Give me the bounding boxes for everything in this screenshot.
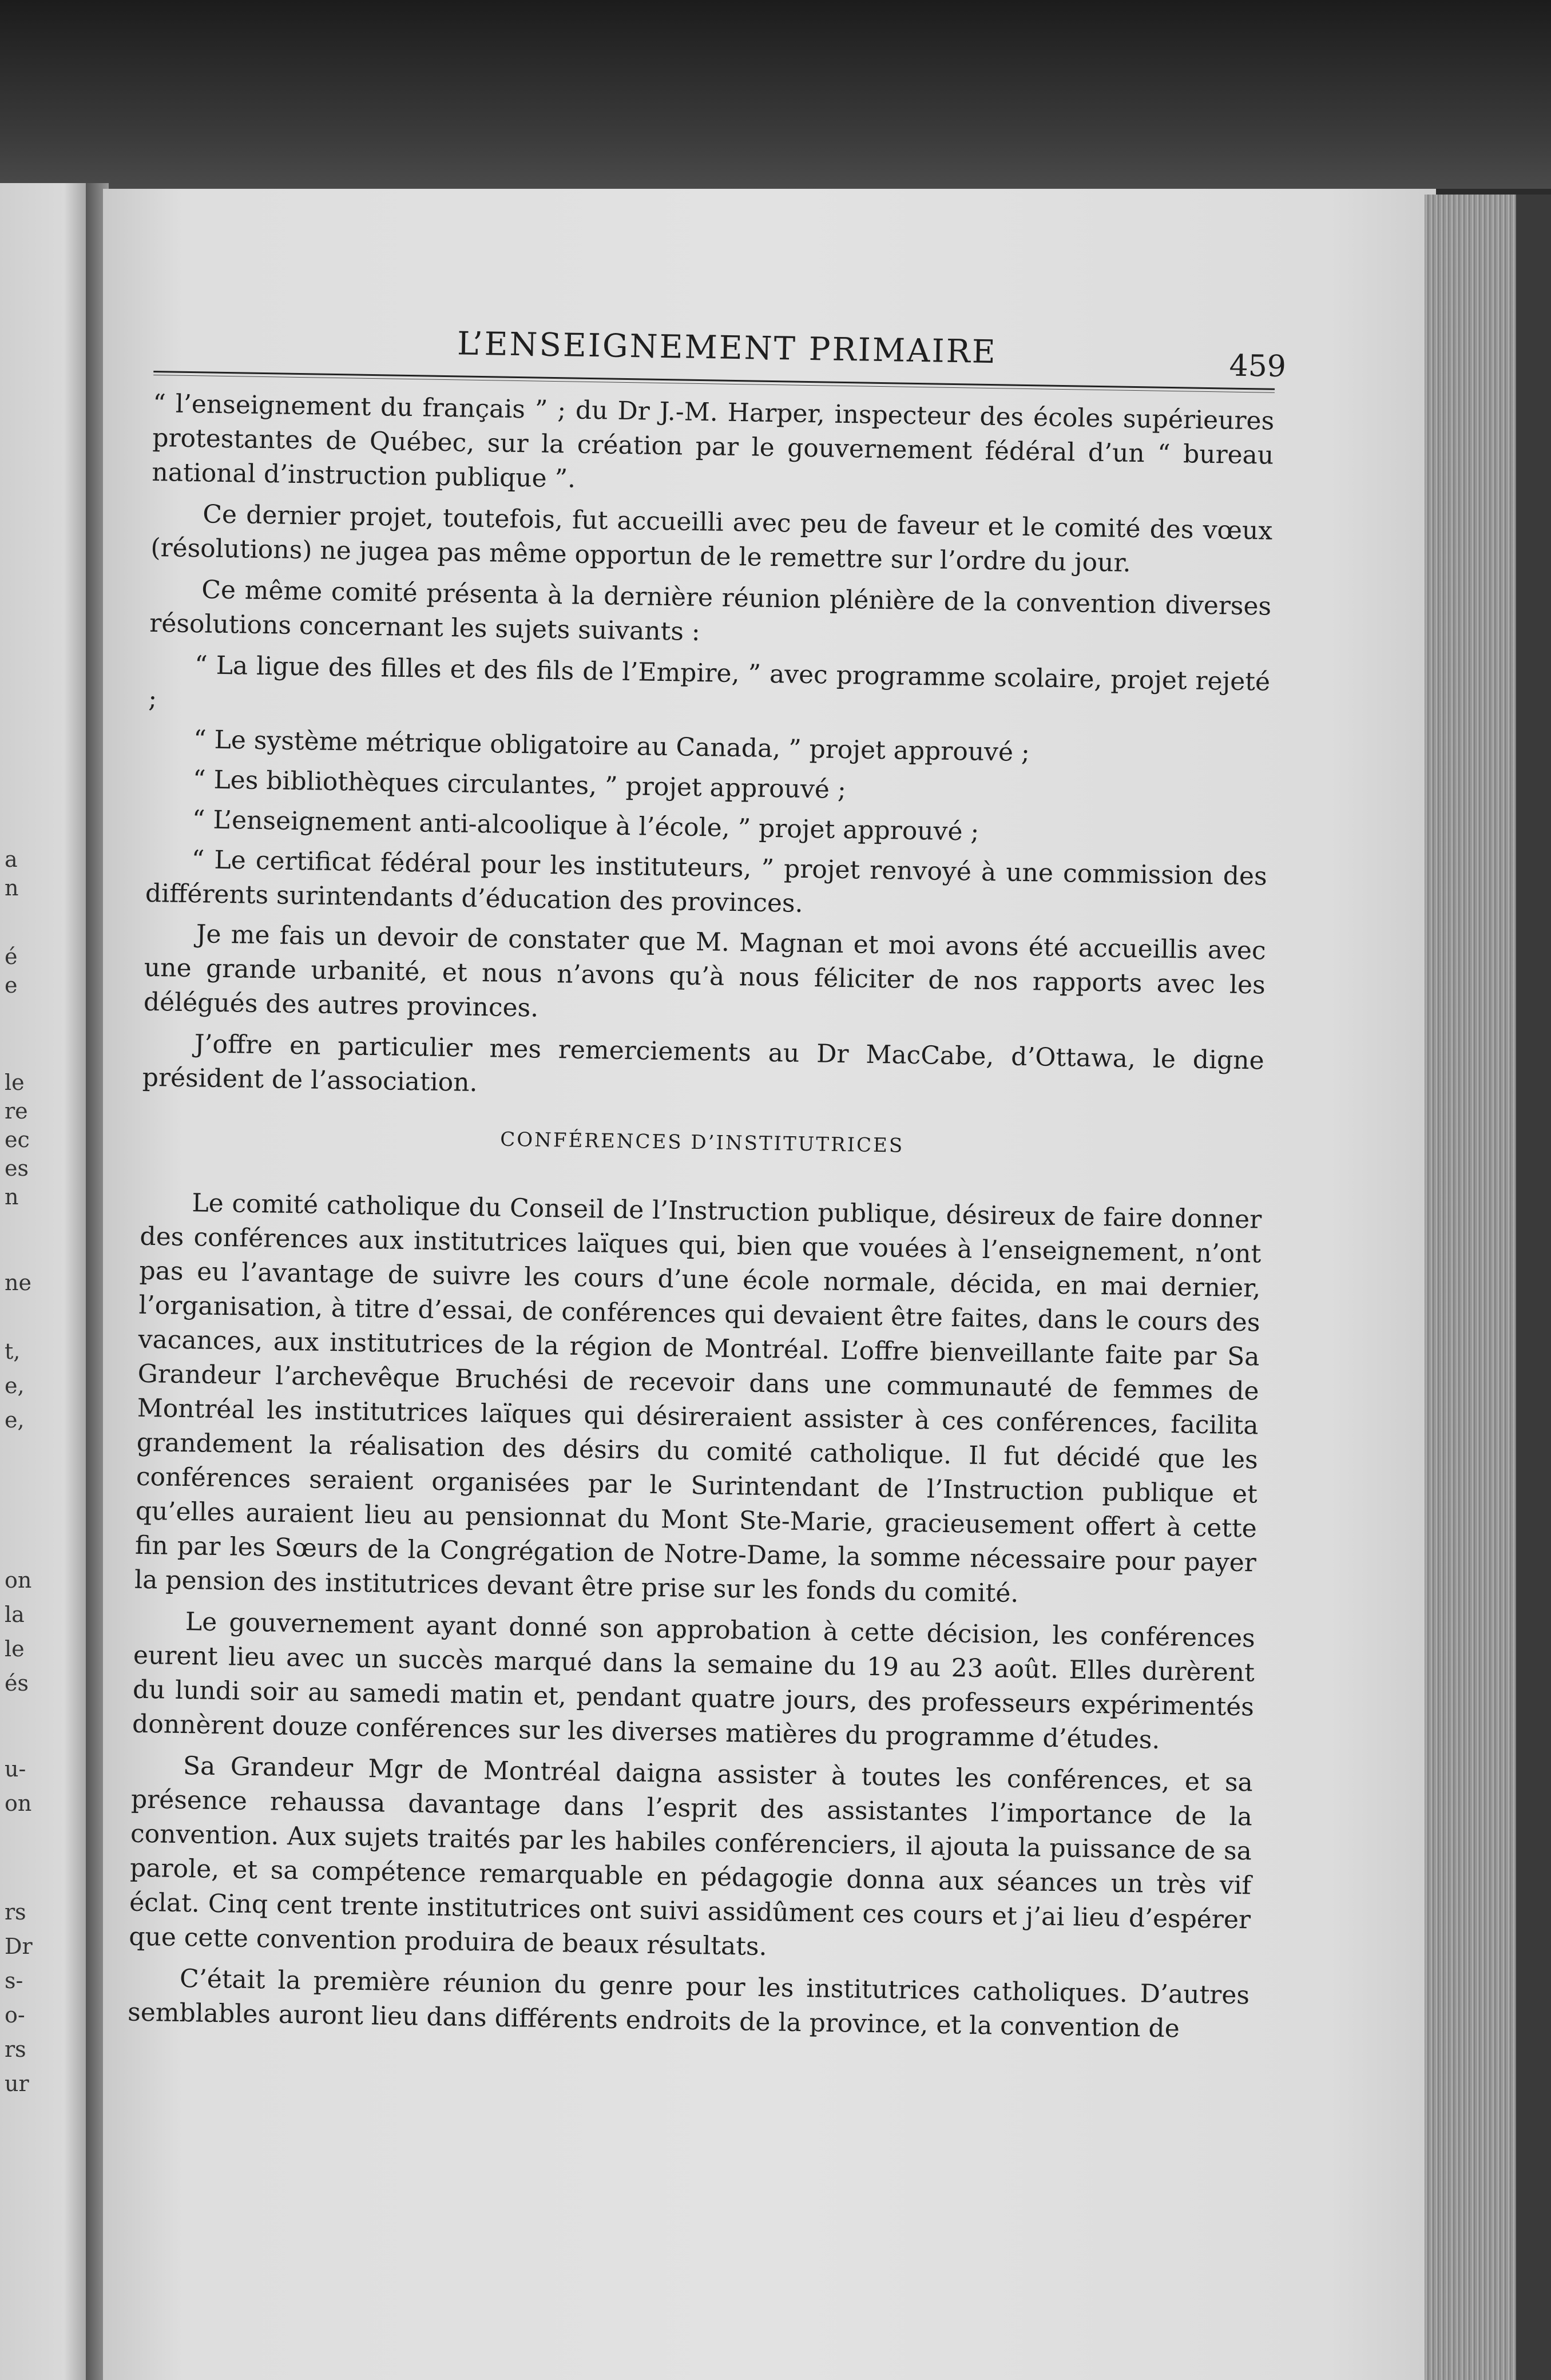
- running-header-title: L’ENSEIGNEMENT PRIMAIRE: [457, 325, 998, 371]
- fragment: la: [5, 1602, 25, 1627]
- left-facing-page: [0, 183, 92, 2380]
- resolution-item: “ Les bibliothèques circulantes, ” projet approuvé ;: [192, 765, 847, 805]
- page-content: [127, 309, 1287, 2054]
- section-heading: CONFÉRENCES D’INSTITUTRICES: [499, 1128, 905, 1157]
- fragment: n: [5, 1184, 19, 1209]
- fragment: re: [5, 1098, 28, 1124]
- resolution-item: “ La ligue des filles et des fils de l’Empire, ” avec programme scolaire, projet rejeté ;: [148, 650, 1271, 714]
- paragraph: Ce même comité présenta à la dernière réunion plénière de la convention diverses résolutions concernant les sujets suivants :: [149, 575, 1272, 647]
- fragment: s-: [5, 1968, 23, 1993]
- fragment: a: [5, 847, 18, 872]
- fragment: e: [5, 973, 18, 998]
- book-cover-edge: [1516, 195, 1551, 2380]
- fragment: rs: [5, 2037, 26, 2062]
- fragment: on: [5, 1568, 32, 1593]
- paragraph: Je me fais un devoir de constater que M. Magnan et moi avons été accueillis avec une grande urbanité, et nous n’avons qu’à nous féliciter de nos rapports avec les délégués des autres provinces.: [143, 919, 1267, 1023]
- fragment: ne: [5, 1270, 31, 1295]
- fragment: é: [5, 944, 18, 969]
- paragraph: Le gouvernement ayant donné son approbation à cette décision, les conférences eurent lieu avec un succès marqué dans la semaine du 19 au 23 août. Elles durèrent du lundi soir au samedi matin et, pendant quatre jours, des professeurs expérimentés donnèrent douze conférences sur les diverses matières du programme d’études.: [132, 1607, 1256, 1755]
- fragment: ur: [5, 2071, 29, 2096]
- fragment: es: [5, 1156, 29, 1181]
- paragraph: C’était la première réunion du genre pour les institutrices catholiques. D’autres semblables auront lieu dans différents endroits de la province, et la convention de: [127, 1964, 1250, 2044]
- paragraph: Ce dernier projet, toutefois, fut accueilli avec peu de faveur et le comité des vœux (résolutions) ne jugea pas même opportun de le remettre sur l’ordre du jour.: [150, 499, 1273, 578]
- fragment: Dr: [5, 1934, 33, 1959]
- left-page-text-fragments: [0, 183, 57, 2380]
- fragment: és: [5, 1671, 29, 1696]
- fragment: e,: [5, 1373, 25, 1398]
- paragraph: Sa Grandeur Mgr de Montréal daigna assister à toutes les conférences, et sa présence rehaussa davantage dans l’esprit des assistantes l’importance de la convention. Aux sujets traités par les habiles conférenciers, il ajouta la puissance de sa parole, et sa compétence remarquable en pédagogie donna aux séances un très vif éclat. Cinq cent trente institutrices ont suivi assidûment ces cours et j’ai lieu d’espérer que cette convention produira de beaux résultats.: [128, 1751, 1254, 1962]
- fragment: rs: [5, 1899, 26, 1925]
- paragraph: “ l’enseignement du français ” ; du Dr J.-M. Harper, inspecteur des écoles supérieures protestantes de Québec, sur la création par le gouvernement fédéral d’un “ bureau national d’instruction publique ”.: [152, 388, 1275, 494]
- fragment: e,: [5, 1407, 25, 1433]
- paragraph: J’offre en particulier mes remerciements au Dr MacCabe, d’Ottawa, le digne président de l’association.: [142, 1029, 1264, 1098]
- fragment: le: [5, 1070, 25, 1095]
- fragment: ec: [5, 1127, 30, 1152]
- page-number: 459: [1229, 348, 1287, 384]
- resolution-item: “ Le système métrique obligatoire au Canada, ” projet approuvé ;: [193, 725, 1030, 768]
- fragment: u-: [5, 1756, 26, 1782]
- fragment: o-: [5, 2002, 25, 2028]
- fragment: on: [5, 1791, 32, 1816]
- scan-background-top: [0, 0, 1551, 189]
- fragment: le: [5, 1636, 25, 1661]
- resolution-item: “ Le certificat fédéral pour les instituteurs, ” projet renvoyé à une commission des différents surintendants d’éducation des provinces.: [145, 845, 1268, 918]
- fragment: n: [5, 875, 19, 901]
- paragraph: Le comité catholique du Conseil de l’Instruction publique, désireux de faire donner des conférences aux institutrices laïques qui, bien que vouées à l’enseignement, n’ont pas eu l’avantage de suivre les cours d’une école normale, décida, en mai dernier, l’organisation, à titre d’essai, de conférences qui devaient être faites, dans le cours des vacances, aux institutrices de la région de Montréal. L’offre bienveillante faite par Sa Grandeur l’archevêque Bruchési de recevoir dans une communauté de femmes de Montréal les institutrices laïques qui désireraient assister à ces conférences, facilita grandement la réalisation des désirs du comité catholique. Il fut décidé que les conférences seraient organisées par le Surintendant de l’Instruction publique et qu’elles auraient lieu au pensionnat du Mont Ste-Marie, gracieusement offert à cette fin par les Sœurs de la Congrégation de Notre-Dame, la somme nécessaire pour payer la pension des institutrices devant être prise sur les fonds du comité.: [134, 1188, 1262, 1608]
- fragment: t,: [5, 1339, 21, 1364]
- resolution-item: “ L’enseignement anti-alcoolique à l’école, ” projet approuvé ;: [192, 805, 979, 847]
